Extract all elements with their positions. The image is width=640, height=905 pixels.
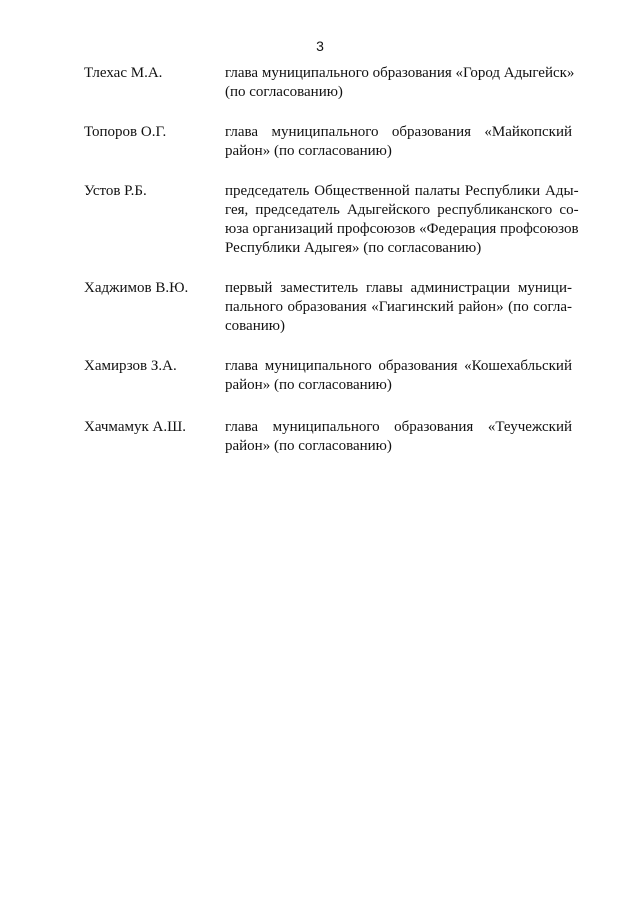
position-line: юза организаций профсоюзов «Федерация профсоюзов [225,221,579,237]
person-position [225,418,572,456]
position-line: первый заместитель главы администрации муници- [225,280,572,296]
person-name: Тлехас М.А. [84,65,163,81]
person-name: Устов Р.Б. [84,183,147,199]
list-item [84,182,579,258]
person-position [225,279,572,336]
position-line: Республики Адыгея» (по согласованию) [225,240,482,256]
person-name: Хаджимов В.Ю. [84,280,189,296]
person-position [225,182,579,258]
position-line: район» (по согласованию) [225,438,392,454]
position-line: сованию) [225,318,285,334]
position-line: глава муниципального образования «Теучежский [225,419,572,435]
person-position [225,64,574,102]
position-line: район» (по согласованию) [225,143,392,159]
list-item [84,357,572,395]
list-item [84,418,572,456]
person-position [225,123,572,161]
list-item [84,123,572,161]
position-line: глава муниципального образования «Кошехабльский [225,358,572,374]
page-number: 3 [316,38,324,54]
position-line: председатель Общественной палаты Республики Ады- [225,183,579,199]
position-line: гея, председатель Адыгейского республиканского со- [225,202,579,218]
position-line: глава муниципального образования «Майкопский [225,124,572,140]
member-list [84,64,579,456]
person-name: Топоров О.Г. [84,124,167,140]
position-line: пального образования «Гиагинский район» (по согла- [225,299,572,315]
person-name: Хамирзов З.А. [84,358,177,374]
position-line: глава муниципального образования «Город Адыгейск» [225,65,575,81]
position-line: район» (по согласованию) [225,377,392,393]
person-name: Хачмамук А.Ш. [84,419,186,435]
list-item [84,64,575,102]
list-item [84,279,572,336]
position-line: (по согласованию) [225,84,343,100]
person-position [225,357,572,395]
